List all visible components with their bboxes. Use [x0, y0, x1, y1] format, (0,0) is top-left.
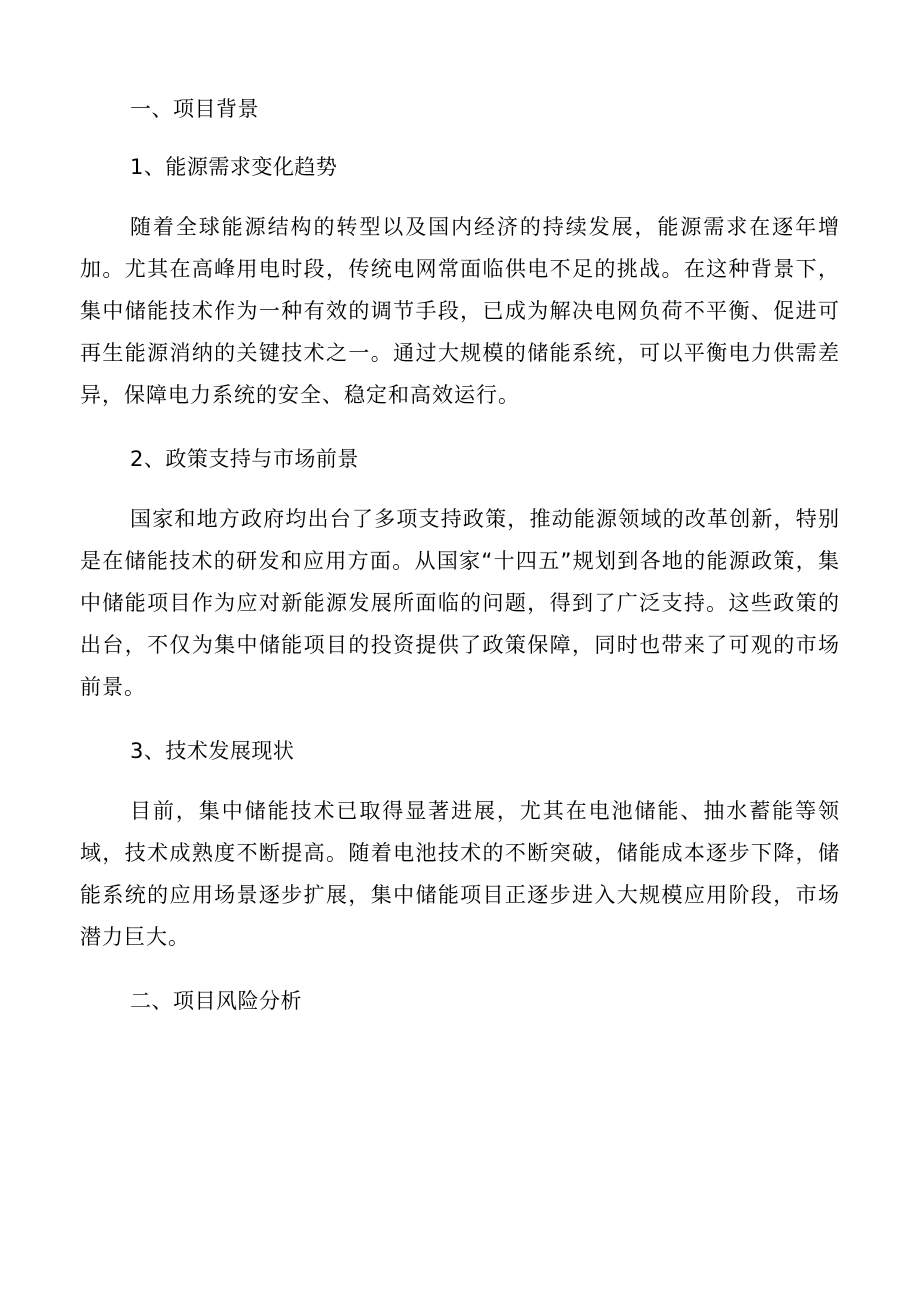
paragraph-tech-status: 目前，集中储能技术已取得显著进展，尤其在电池储能、抽水蓄能等领域，技术成熟度不断提高。随着电池技术的不断突破，储能成本逐步下降，储能系统的应用场景逐步扩展，集中储能项目正逐步进入大规模应用阶段，市场潜力巨大。 [80, 799, 840, 949]
paragraph-energy-demand: 随着全球能源结构的转型以及国内经济的持续发展，能源需求在逐年增加。尤其在高峰用电时段，传统电网常面临供电不足的挑战。在这种背景下，集中储能技术作为一种有效的调节手段，已成为解决电网负荷不平衡、促进可再生能源消纳的关键技术之一。通过大规模的储能系统，可以平衡电力供需差异，保障电力系统的安全、稳定和高效运行。 [80, 215, 840, 407]
section-heading-risk-analysis: 二、项目风险分析 [130, 989, 302, 1013]
subsection-heading-policy-support: 2、政策支持与市场前景 [130, 447, 359, 471]
subsection-heading-tech-status: 3、技术发展现状 [130, 739, 295, 763]
paragraph-policy-support: 国家和地方政府均出台了多项支持政策，推动能源领域的改革创新，特别是在储能技术的研发和应用方面。从国家“十四五”规划到各地的能源政策，集中储能项目作为应对新能源发展所面临的问题，得到了广泛支持。这些政策的出台，不仅为集中储能项目的投资提供了政策保障，同时也带来了可观的市场前景。 [80, 507, 840, 699]
subsection-heading-energy-demand: 1、能源需求变化趋势 [130, 155, 338, 179]
section-heading-background: 一、项目背景 [130, 97, 259, 121]
document-body [80, 88, 840, 1022]
